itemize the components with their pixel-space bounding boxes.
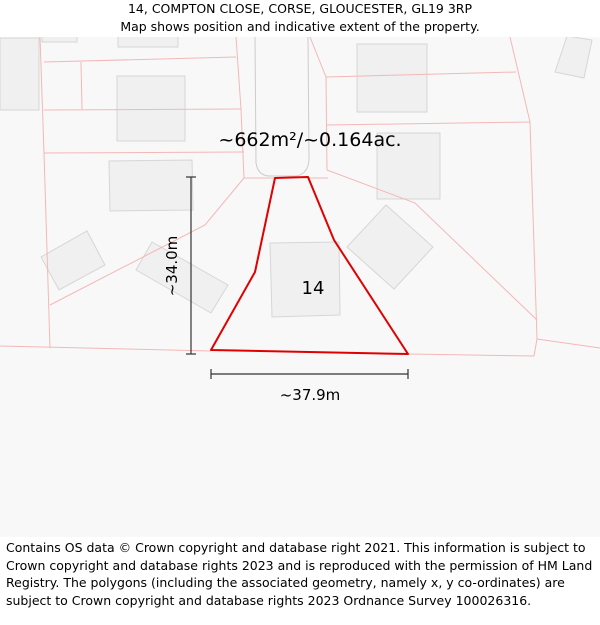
- map-subtitle: Map shows position and indicative extent of the property.: [120, 19, 480, 34]
- map-title-block: [0, 0, 600, 36]
- plot-number-label: 14: [301, 278, 325, 299]
- building: [117, 76, 185, 141]
- building: [357, 44, 427, 112]
- area-label: ~662m²/~0.164ac.: [218, 129, 402, 151]
- property-address: 14, COMPTON CLOSE, CORSE, GLOUCESTER, GL19 3RP: [127, 1, 473, 16]
- building: [109, 160, 193, 211]
- width-label: ~37.9m: [279, 386, 341, 404]
- building: [118, 37, 178, 47]
- building: [42, 37, 77, 42]
- property-map[interactable]: [0, 37, 600, 537]
- height-label: ~34.0m: [163, 235, 181, 297]
- building: [0, 38, 39, 110]
- copyright-attribution: Contains OS data © Crown copyright and database right 2021. This information is subject to Crown copyright and database rights 2023 and is reproduced with the permission of HM Land Registry. The polygons (including the associated geometry, namely x, y co-ordinates) are subject to Crown copyright and database rights 2023 Ordnance Survey 100026316.: [6, 540, 593, 608]
